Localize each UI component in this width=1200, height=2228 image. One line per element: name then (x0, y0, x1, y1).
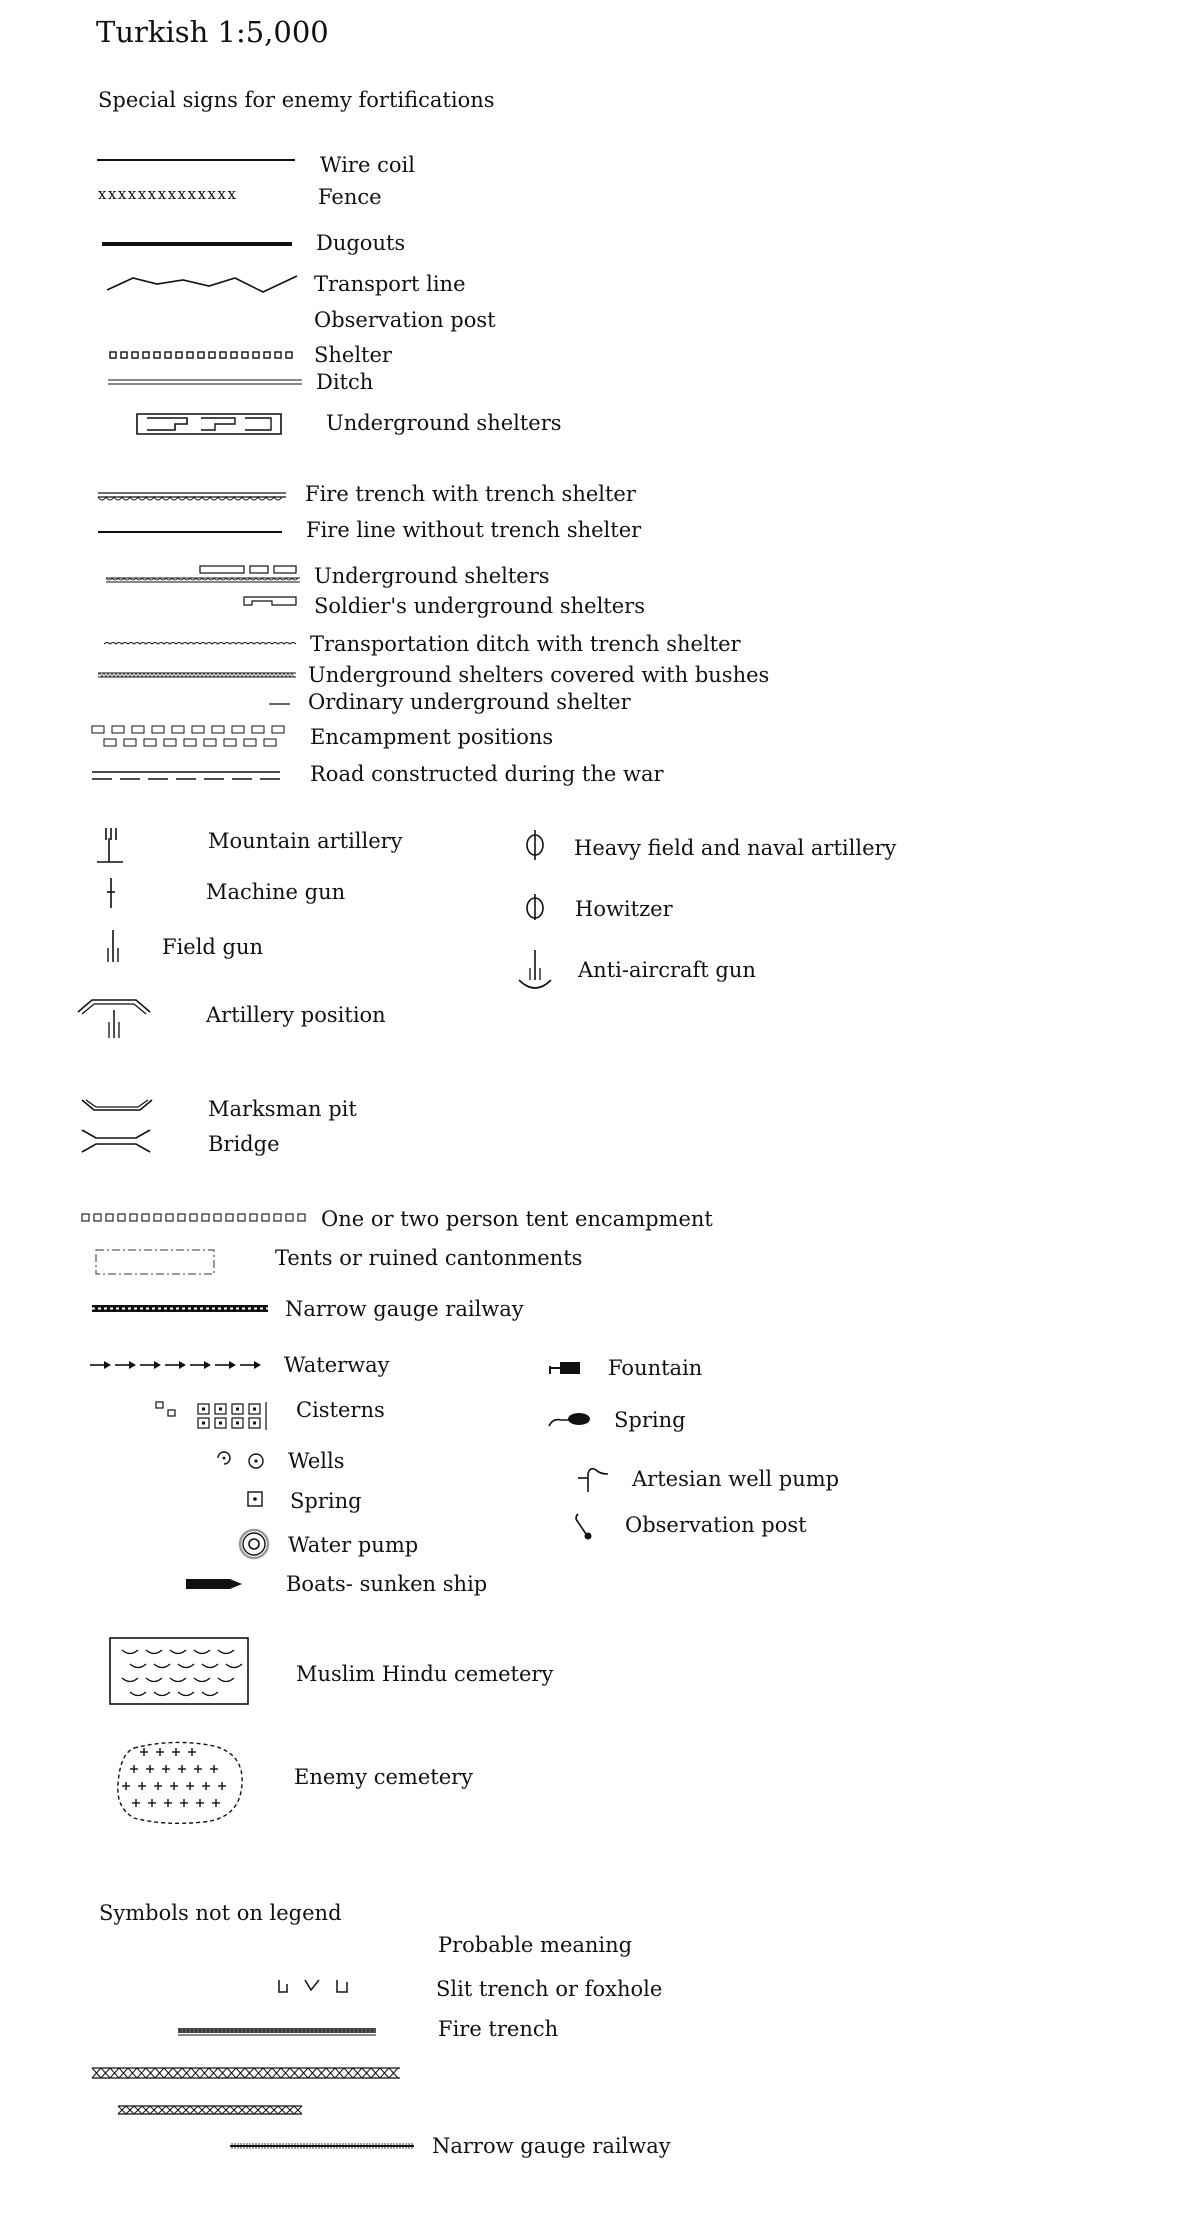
tents-ruined-symbol (94, 1248, 218, 1278)
wire-coil-symbol (95, 155, 300, 165)
crossed-line-long-symbol (90, 2066, 404, 2082)
marksman-pit-icon (80, 1098, 156, 1114)
label-machine-gun: Machine gun (206, 880, 346, 904)
label-anti-aircraft-gun: Anti-aircraft gun (578, 958, 756, 982)
shelter-symbol (108, 350, 303, 362)
label-spring-2: Spring (614, 1408, 686, 1432)
fire-line-symbol (96, 528, 286, 536)
transport-line-symbol (105, 272, 305, 302)
label-transport-line: Transport line (314, 272, 466, 296)
label-road-war: Road constructed during the war (310, 762, 664, 786)
label-underground-shelters-trench: Underground shelters (314, 564, 550, 588)
label-mountain-artillery: Mountain artillery (208, 829, 403, 853)
spring-square-icon (246, 1490, 264, 1508)
artesian-pump-icon (576, 1464, 612, 1494)
label-spring: Spring (290, 1489, 362, 1513)
label-dugouts: Dugouts (316, 231, 406, 255)
label-fountain: Fountain (608, 1356, 703, 1380)
label-probable-meaning: Probable meaning (438, 1933, 633, 1957)
label-cisterns: Cisterns (296, 1398, 385, 1422)
crossed-line-short-symbol (116, 2104, 306, 2118)
label-soldiers-shelters: Soldier's underground shelters (314, 594, 645, 618)
anti-aircraft-gun-icon (515, 948, 555, 994)
label-observation-post: Observation post (314, 308, 496, 332)
tent-encampment-symbol (80, 1212, 306, 1224)
label-transport-ditch: Transportation ditch with trench shelter (310, 632, 741, 656)
label-ordinary-shelter: Ordinary underground shelter (308, 690, 631, 714)
label-tents-ruined: Tents or ruined cantonments (275, 1246, 583, 1270)
label-slit-trench: Slit trench or foxhole (436, 1977, 663, 2001)
label-water-pump: Water pump (288, 1533, 419, 1557)
field-gun-icon (103, 928, 123, 964)
fence-symbol: xxxxxxxxxxxxxx (98, 185, 238, 203)
map-legend-title: Turkish 1:5,000 (96, 15, 329, 49)
slit-trench-symbol (277, 1978, 351, 1996)
section-heading-not-on-legend: Symbols not on legend (99, 1901, 342, 1925)
fire-trench-symbol (176, 2026, 380, 2038)
label-narrow-gauge-railway: Narrow gauge railway (285, 1297, 524, 1321)
label-marksman-pit: Marksman pit (208, 1097, 357, 1121)
section-heading-fortifications: Special signs for enemy fortifications (98, 88, 495, 112)
cisterns-symbol (154, 1400, 274, 1432)
underground-shelters-trench-symbol (104, 564, 304, 586)
label-fire-line: Fire line without trench shelter (306, 518, 642, 542)
boat-icon (184, 1576, 246, 1592)
bridge-icon (80, 1128, 152, 1154)
heavy-artillery-icon (523, 828, 547, 862)
wells-icon (214, 1450, 268, 1470)
muslim-cemetery-symbol (108, 1636, 252, 1708)
label-shelter: Shelter (314, 343, 392, 367)
label-artillery-position: Artillery position (206, 1003, 386, 1027)
label-wells: Wells (288, 1449, 345, 1473)
ordinary-shelter-symbol (268, 702, 292, 706)
fountain-icon (548, 1360, 584, 1376)
encampment-symbol (90, 724, 300, 750)
mountain-artillery-icon (95, 826, 125, 866)
spring-drop-icon (547, 1410, 593, 1430)
label-fire-trench: Fire trench (438, 2017, 559, 2041)
label-boats: Boats- sunken ship (286, 1572, 488, 1596)
label-field-gun: Field gun (162, 935, 264, 959)
bush-shelters-symbol (96, 671, 301, 679)
howitzer-icon (523, 892, 547, 922)
label-ditch: Ditch (316, 370, 374, 394)
label-fence: Fence (318, 185, 382, 209)
water-pump-icon (238, 1528, 270, 1560)
label-underground-shelters: Underground shelters (326, 411, 562, 435)
label-fire-trench-shelter: Fire trench with trench shelter (305, 482, 636, 506)
fire-trench-shelter-symbol (96, 490, 291, 504)
label-bush-shelters: Underground shelters covered with bushes (308, 663, 770, 687)
transport-ditch-symbol (102, 640, 297, 648)
ditch-symbol (106, 378, 306, 388)
label-narrow-gauge-railway-2: Narrow gauge railway (432, 2134, 671, 2158)
underground-shelters-symbol (135, 412, 285, 438)
road-war-symbol (90, 769, 290, 783)
artillery-position-icon (76, 996, 156, 1040)
label-howitzer: Howitzer (575, 897, 673, 921)
label-heavy-artillery: Heavy field and naval artillery (574, 836, 897, 860)
narrow-gauge-railway-symbol-2 (228, 2142, 416, 2150)
waterway-symbol (88, 1358, 268, 1372)
label-observation-post-2: Observation post (625, 1513, 807, 1537)
enemy-cemetery-symbol (114, 1740, 248, 1826)
label-enemy-cemetery: Enemy cemetery (294, 1765, 474, 1789)
observation-post-icon (572, 1510, 596, 1542)
label-muslim-cemetery: Muslim Hindu cemetery (296, 1662, 554, 1686)
label-artesian-pump: Artesian well pump (632, 1467, 840, 1491)
label-bridge: Bridge (208, 1132, 280, 1156)
dugouts-symbol (100, 239, 300, 249)
narrow-gauge-railway-symbol (90, 1304, 272, 1314)
label-encampment: Encampment positions (310, 725, 554, 749)
machine-gun-icon (104, 876, 118, 910)
label-tent-encampment: One or two person tent encampment (321, 1207, 713, 1231)
label-wire-coil: Wire coil (320, 153, 415, 177)
soldiers-shelter-symbol (242, 595, 300, 609)
label-waterway: Waterway (284, 1353, 390, 1377)
